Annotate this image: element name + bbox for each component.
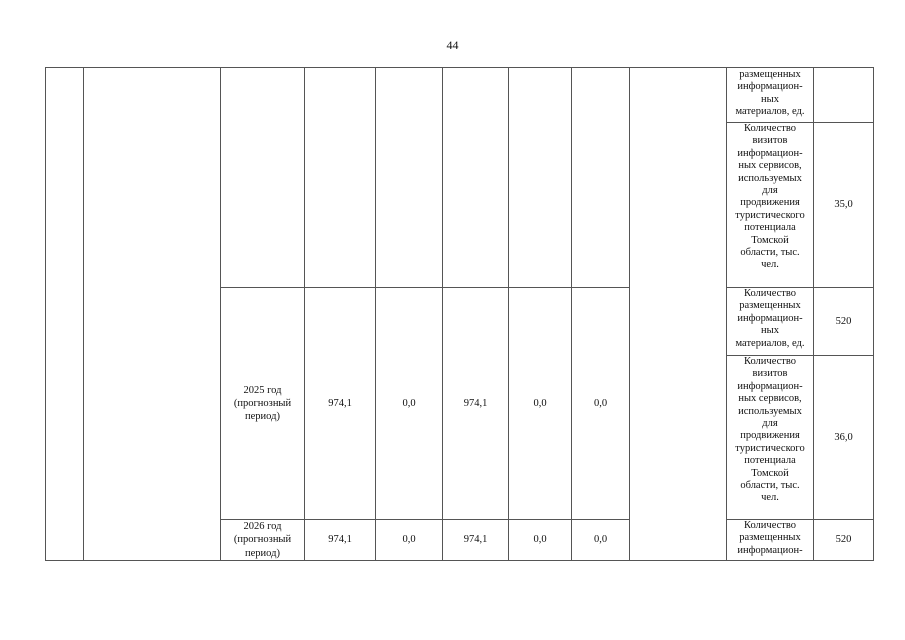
value-cell: 0,0 [593,534,608,546]
table-col-divider [220,67,221,561]
indicator-value: 520 [835,534,852,546]
table-border-left [45,67,46,561]
value-cell: 974,1 [463,534,488,546]
table-col-divider [83,67,84,561]
table-border-bottom [45,560,874,561]
indicator-text: Количество визитов информацион- ных сервисов, используемых для продвижения туристического потенциала Томской области, тыс. чел. [735,123,805,271]
value-cell: 974,1 [328,534,352,546]
table-border-top [45,67,874,68]
value-cell: 0,0 [533,397,547,409]
value-cell: 974,1 [463,397,488,409]
indicator-value: 520 [835,315,852,327]
value-cell: 0,0 [593,397,608,409]
page-number: 44 [446,38,459,52]
indicator-text: Количество визитов информацион- ных сервисов, используемых для продвижения туристического потенциала Томской области, тыс. чел. [735,356,805,504]
value-cell: 974,1 [328,397,352,409]
indicator-value [814,68,873,122]
indicator-value: 35,0 [834,199,853,211]
indicator-text: размещенных информацион- ных материалов, ед. [735,69,805,118]
indicator-text: Количество размещенных информацион- [737,520,803,556]
value-cell: 0,0 [533,534,547,546]
value-cell: 0,0 [402,534,416,546]
period-cell-2025: 2025 год (прогнозный период) [233,384,292,423]
table-border-right [873,67,874,561]
table-col-divider [629,67,630,561]
value-cell: 0,0 [402,397,416,409]
period-cell-2026: 2026 год (прогнозный период) [233,521,292,559]
indicator-text: Количество размещенных информацион- ных материалов, ед. [735,288,805,349]
indicator-value: 36,0 [834,431,853,443]
